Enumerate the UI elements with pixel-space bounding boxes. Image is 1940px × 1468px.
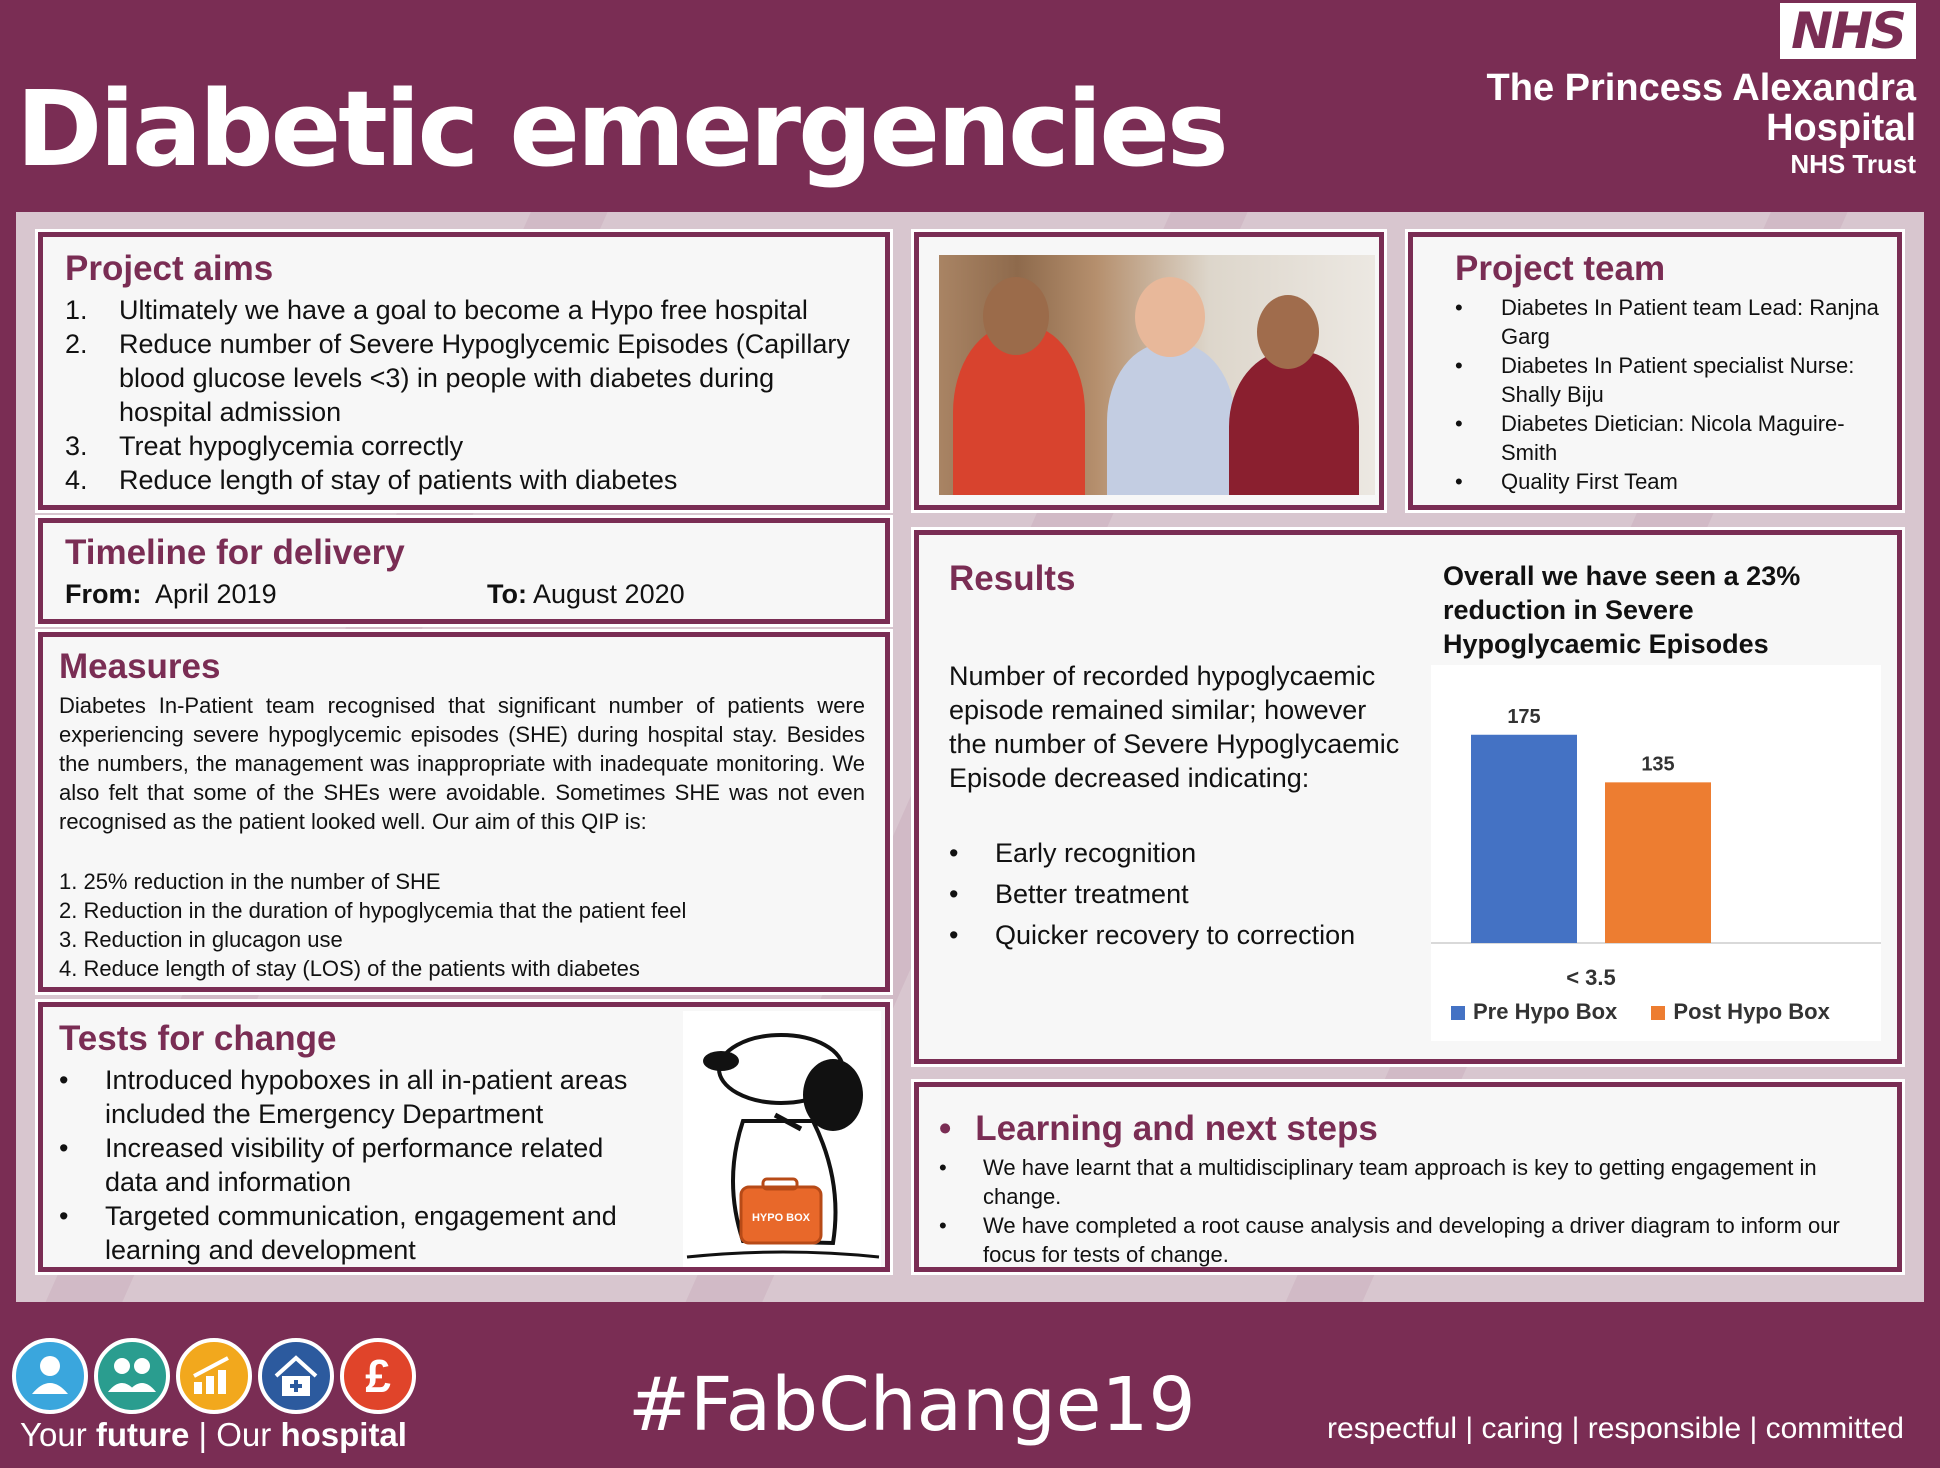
nhs-logo: NHS <box>1780 3 1916 59</box>
list-item: 4. Reduce length of stay (LOS) of the patients with diabetes <box>59 956 640 981</box>
item-text: Reduce number of Severe Hypoglycemic Episodes (Capillary blood glucose levels <3) in people with diabetes during hospital admission <box>119 329 850 427</box>
timeline-title: Timeline for delivery <box>65 533 405 572</box>
org-line-1: The Princess Alexandra <box>1486 67 1916 109</box>
person-face <box>1257 295 1319 369</box>
list-item: • Diabetes In Patient specialist Nurse: Shally Biju <box>1455 353 1855 407</box>
list-item: 2. Reduction in the duration of hypoglycemia that the patient feel <box>59 898 687 923</box>
from-value: April 2019 <box>155 579 277 609</box>
category-label: < 3.5 <box>1566 965 1616 990</box>
bar-chart <box>1431 665 1881 1041</box>
page-title: Diabetic emergencies <box>16 68 1226 190</box>
slogan: Your future | Our hospital <box>20 1416 407 1453</box>
item-number: 2. <box>65 329 88 359</box>
person-face <box>1135 277 1205 357</box>
from-label: From: <box>65 579 142 609</box>
learning-panel <box>914 1082 1902 1272</box>
project-aims-list <box>65 293 865 497</box>
list-item <box>65 463 865 497</box>
hashtag: #FabChange19 <box>628 1362 1196 1448</box>
item-number: 1. <box>65 295 88 325</box>
list-item <box>65 293 865 327</box>
team-photo <box>939 255 1375 495</box>
pound-icon: £ <box>340 1338 416 1414</box>
list-item: • We have completed a root cause analysis and developing a driver diagram to inform our focus for tests of change. <box>939 1213 1840 1267</box>
item-text: Ultimately we have a goal to become a Hypo free hospital <box>119 295 808 325</box>
poster-board <box>16 212 1924 1302</box>
person-figure <box>1107 343 1235 495</box>
list-item: • Quicker recovery to correction <box>949 920 1356 950</box>
timeline-panel <box>38 518 890 624</box>
list-item: • Quality First Team <box>1455 469 1678 494</box>
growth-chart-icon <box>176 1338 252 1414</box>
list-item: • Better treatment <box>949 879 1189 909</box>
data-label: 175 <box>1507 705 1541 728</box>
organisation-name <box>1487 68 1916 180</box>
measures-title: Measures <box>59 647 221 686</box>
list-item <box>65 429 865 463</box>
hospital-home-icon <box>258 1338 334 1414</box>
measures-list <box>59 867 865 983</box>
list-item: • Diabetes In Patient team Lead: Ranjna Garg <box>1455 295 1879 349</box>
chart-legend <box>1451 999 1830 1025</box>
legend-swatch-pre <box>1451 1006 1465 1020</box>
project-team-title: Project team <box>1455 249 1666 288</box>
item-text: Reduce length of stay of patients with diabetes <box>119 465 678 495</box>
bar-post-hypo-box <box>1605 782 1711 943</box>
bullet: • <box>939 1109 952 1148</box>
learning-title: Learning and next steps <box>975 1109 1378 1148</box>
list-item: 1. 25% reduction in the number of SHE <box>59 869 441 894</box>
to-label: To: <box>487 579 527 609</box>
bar-pre-hypo-box <box>1471 735 1577 943</box>
list-item: • Early recognition <box>949 838 1197 868</box>
project-team-panel <box>1408 232 1902 510</box>
list-item: • We have learnt that a multidisciplinary team approach is key to getting engagement in change. <box>939 1155 1817 1209</box>
item-text: Treat hypoglycemia correctly <box>119 431 464 461</box>
header <box>0 0 1940 212</box>
list-item <box>65 327 865 429</box>
person-figure <box>1229 351 1359 495</box>
measures-panel <box>38 632 890 992</box>
to-value: August 2020 <box>533 579 685 609</box>
project-aims-title: Project aims <box>65 249 274 288</box>
people-icon <box>94 1338 170 1414</box>
measures-body: Diabetes In-Patient team recognised that significant number of patients were experiencing severe hypoglycemic episodes (SHE) during hospital stay. Besides the numbers, the management was inappropriate with inadequate monitoring. We also felt that some of the SHEs were avoidable. Sometimes SHE was not even recognised as the patient looked well. Our aim of this QIP is: <box>59 693 865 834</box>
legend-item: Post Hypo Box <box>1651 999 1829 1024</box>
tests-for-change-panel <box>38 1002 890 1272</box>
org-line-2: Hospital <box>1766 107 1916 149</box>
tests-title: Tests for change <box>59 1019 337 1058</box>
item-number: 3. <box>65 431 88 461</box>
org-line-3: NHS Trust <box>1790 149 1916 179</box>
hypo-box-label: HYPO BOX <box>751 1212 811 1224</box>
tests-list <box>59 1063 639 1267</box>
trust-values: respectful | caring | responsible | committed <box>1327 1412 1904 1445</box>
list-item: • Increased visibility of performance related data and information <box>59 1133 604 1197</box>
results-headline: Overall we have seen a 23% reduction in Severe Hypoglycaemic Episodes <box>1443 561 1801 659</box>
timeline-to <box>487 579 685 610</box>
list-item: 3. Reduction in glucagon use <box>59 927 343 952</box>
list-item: • Targeted communication, engagement and learning and development <box>59 1201 617 1265</box>
list-item: • Diabetes Dietician: Nicola Maguire-Smith <box>1455 411 1845 465</box>
learning-title-row <box>939 1109 1378 1149</box>
results-panel <box>914 530 1902 1064</box>
project-aims-panel <box>38 232 890 510</box>
data-label: 135 <box>1641 753 1675 776</box>
legend-item: Pre Hypo Box <box>1451 999 1617 1024</box>
snoopy-illustration <box>683 1011 881 1267</box>
results-chart <box>1431 665 1881 1041</box>
team-photo-panel <box>914 232 1384 510</box>
results-body: Number of recorded hypoglycaemic episode remained similar; however the number of Severe Hypoglycaemic Episode decreased indicating: <box>949 661 1400 793</box>
project-team-list <box>1455 293 1885 496</box>
item-number: 4. <box>65 465 88 495</box>
person-face <box>983 277 1049 355</box>
patient-icon <box>12 1338 88 1414</box>
results-list <box>949 833 1409 956</box>
list-item: • Introduced hypoboxes in all in-patient areas included the Emergency Department <box>59 1065 628 1129</box>
legend-swatch-post <box>1651 1006 1665 1020</box>
learning-list <box>939 1153 1879 1269</box>
results-title: Results <box>949 559 1076 598</box>
timeline-from <box>65 579 277 610</box>
